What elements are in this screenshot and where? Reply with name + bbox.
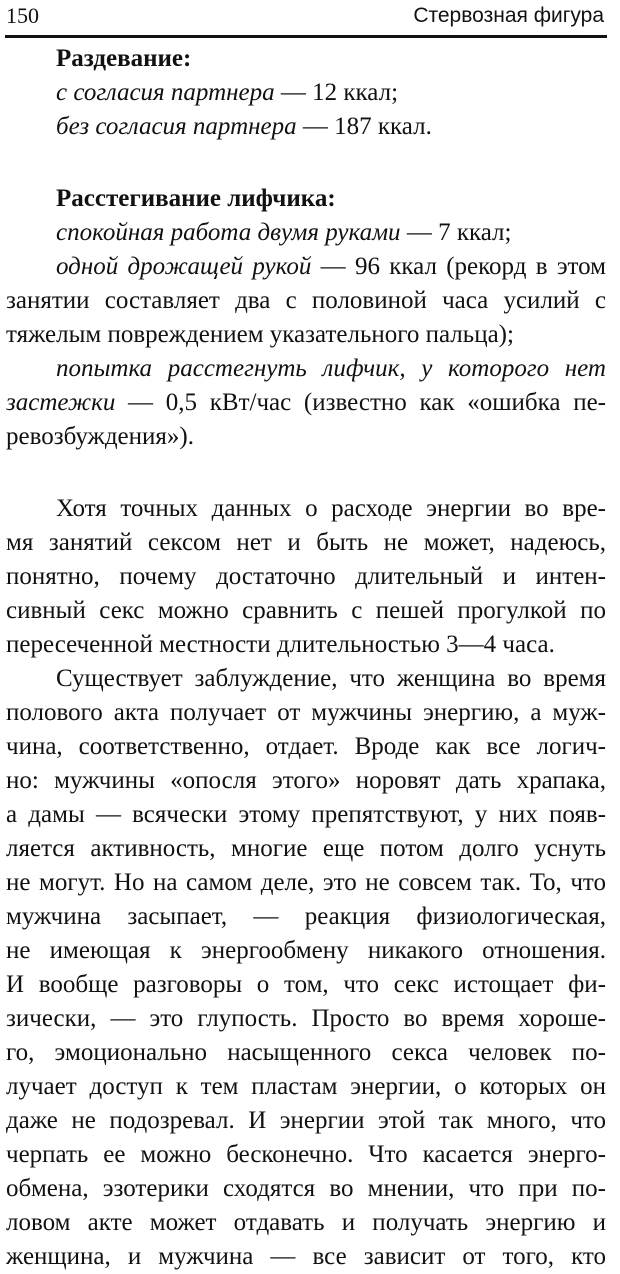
item-value: — 12 ккал; <box>274 79 399 106</box>
list-item <box>6 76 606 110</box>
item-label: с согласия партнера <box>56 79 275 106</box>
text-line: ревозбуждения»). <box>6 423 194 450</box>
text-line: но: мужчины «опосля этого» норовят дать храпака, <box>6 767 606 794</box>
page-number: 150 <box>6 3 39 28</box>
item-value: — 187 ккал. <box>296 113 432 140</box>
undressing-section <box>6 42 606 144</box>
list-item <box>6 110 606 144</box>
text-line: а дамы — всячески этому препятствуют, у них появ- <box>6 801 606 828</box>
item-value: — 0,5 кВт/час (известно как «ошибка пе- <box>115 389 606 416</box>
text-line: Существует заблуждение, что женщина во время <box>56 665 606 692</box>
text-line: мужчина засыпает, — реакция физиологическая, <box>6 903 606 930</box>
section-heading: Расстегивание лифчика: <box>56 185 336 212</box>
section-gap <box>6 454 606 492</box>
text-line: ловом акте может отдавать и получать энергию и <box>6 1209 606 1236</box>
item-label: спокойная работа двумя руками <box>56 219 401 246</box>
text-line: даже не подозревал. И энергии этой так много, что <box>6 1107 606 1134</box>
page-content <box>6 42 606 1274</box>
text-line: черпать ее можно бесконечно. Что касается энерго- <box>6 1141 606 1168</box>
text-line: пересеченной местности длительностью 3—4 часа. <box>6 631 555 658</box>
item-label: одной дрожащей рукой <box>56 253 312 280</box>
item-label: попытка расстегнуть лифчик, у которого нет <box>56 355 606 382</box>
item-label: без согласия партнера <box>56 113 297 140</box>
text-line: обмена, эзотерики сходятся во мнении, что при по- <box>6 1175 606 1202</box>
list-item <box>6 250 606 284</box>
text-line: не могут. Но на самом деле, это не совсем так. То, что <box>6 869 606 896</box>
text-line: сивный секс можно сравнить с пешей прогулкой по <box>6 597 606 624</box>
text-line: И вообще разговоры о том, что секс истощает фи- <box>6 971 606 998</box>
item-label: застежки <box>6 389 116 416</box>
text-line: понятно, почему достаточно длительный и интен- <box>6 563 606 590</box>
running-title: Стервозная фигура <box>413 4 604 27</box>
section-gap <box>6 144 606 182</box>
text-line: полового акта получает от мужчины энергию, а муж- <box>6 699 606 726</box>
section-heading: Раздевание: <box>56 45 192 72</box>
item-value: — 7 ккал; <box>400 219 512 246</box>
list-item <box>6 386 606 420</box>
text-line: не имеющая к энергообмену никакого отношения. <box>6 937 606 964</box>
list-item <box>6 216 606 250</box>
page-header <box>0 0 606 34</box>
item-value: — 96 ккал (рекорд в этом <box>311 253 606 280</box>
text-line: тяжелым повреждением указательного пальца); <box>6 321 514 348</box>
text-line: занятии составляет два с половиной часа усилий с <box>6 287 606 314</box>
text-line: ляется активность, многие еще потом долго уснуть <box>6 835 606 862</box>
text-line: зически, — это глупость. Просто во время хороше- <box>6 1005 606 1032</box>
text-line: мя занятий сексом нет и быть не может, надеюсь, <box>6 529 606 556</box>
header-rule <box>5 35 607 38</box>
bra-section <box>6 182 606 454</box>
text-line: Хотя точных данных о расходе энергии во вре- <box>56 495 606 522</box>
paragraph-1 <box>6 492 606 662</box>
text-line: чина, соответственно, отдает. Вроде как все логич- <box>6 733 606 760</box>
text-line: женщина, и мужчина — все зависит от того, кто <box>6 1243 606 1270</box>
text-line <box>6 352 606 386</box>
paragraph-2 <box>6 662 606 1274</box>
text-line: го, эмоционально насыщенного секса человек по- <box>6 1039 606 1066</box>
text-line: лучает доступ к тем пластам энергии, о которых он <box>6 1073 606 1100</box>
